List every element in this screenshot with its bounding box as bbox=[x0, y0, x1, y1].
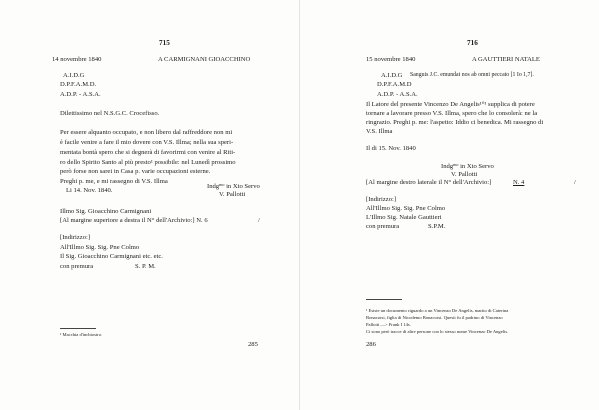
archive-note: [Al margine superiore a destra il N° dell'Archivio:] N. 6 bbox=[60, 217, 208, 224]
body-line: mentata bontà spero che si degnerà di favorirmi con venire al Riti- bbox=[60, 149, 236, 156]
date-line: Il di 15. Nov. 1840 bbox=[366, 145, 416, 152]
body-line: Preghi p. me, e mi rassegno di V.S. Illma bbox=[60, 178, 168, 185]
address-line: All'Illmo Sig. Sig. Pne Colmo bbox=[60, 244, 140, 251]
letter-recipient: A CARMIGNANI GIOACCHINO bbox=[158, 56, 251, 63]
salutation: Dilettissimo nel N.S.G.C. Crocefisso. bbox=[60, 110, 160, 117]
page-number: 716 bbox=[467, 39, 478, 47]
heading-line: D.P.F.A.M.D. bbox=[60, 81, 97, 88]
heading-line: A.D.P. - A.S.A. bbox=[60, 91, 101, 98]
letter-recipient: A GAUTTIERI NATALE bbox=[472, 56, 540, 63]
archive-note: [Al margine destro laterale il N° dell'Archivio:] bbox=[366, 179, 492, 186]
body-line: ringrazio. Preghi p. me: l'aspetto: Iddio ci benedica. Mi rassegno di bbox=[366, 119, 544, 126]
heading-line: A.I.D.G bbox=[381, 72, 403, 79]
body-line: Il Latore del presente Vincenzo De Angelis¹⁰¹ supplica di potere bbox=[366, 101, 535, 108]
address-line: con premura bbox=[366, 223, 400, 230]
page-number: 715 bbox=[159, 39, 170, 47]
left-page bbox=[0, 0, 299, 410]
heading-line: A.I.D.G bbox=[63, 72, 85, 79]
body-line: è facile venire a fare il mio dovere con V.S. Illma; nella sua speri- bbox=[60, 139, 234, 146]
body-line: Per essere alquanto occupato, e non libero dal raffreddore non mi bbox=[60, 129, 233, 136]
folio: 285 bbox=[248, 341, 258, 348]
heading-line: D.P.F.A.M.D bbox=[377, 81, 412, 88]
signature: V. Pallotti bbox=[451, 171, 478, 178]
body-line: V.S. Illma bbox=[366, 128, 393, 135]
closing: Indg$^{mo}$ in Xto Servo bbox=[207, 182, 260, 190]
archive-mark: / bbox=[258, 217, 260, 224]
signature: V. Pallotti bbox=[219, 191, 246, 198]
address-line: con premura bbox=[60, 263, 94, 270]
addressee-line: Illmo Sig. Gioacchino Carmignani bbox=[60, 208, 152, 215]
heading-note: Sanguis J.C. emundat nos ab omni peccato [1 Io 1,7]. bbox=[410, 72, 534, 78]
footnote: ¹ Macchia d'inchiostro. bbox=[60, 332, 103, 337]
closing: Indg$^{mo}$ in Xto Servo bbox=[441, 162, 494, 170]
footnote-line: ¹ Esiste un documento riguardo a un Vincenzo De Angelis, marito di Caterina bbox=[366, 308, 509, 313]
folio: 286 bbox=[366, 341, 376, 348]
address-spm: S.P.M. bbox=[428, 223, 446, 230]
archive-mark: / bbox=[574, 179, 576, 186]
body-line: ro dello Spirito Santo al più presto¹ possibile: nel Lunedì prossimo bbox=[60, 159, 236, 166]
footnote-line: Ci sono però tracce di altre persone con lo stesso nome Vincenzo De Angelis. bbox=[366, 329, 509, 334]
address-line: All'Illmo Sig. Sig. Pne Colmo bbox=[366, 205, 446, 212]
letter-date: 15 novembre 1840 bbox=[366, 56, 416, 63]
footnote-line: Bonacorsi, figlia di Nicodemo Bonacorsi. Questi fu il padrino di Vincenzo bbox=[366, 315, 503, 320]
heading-line: A.D.P. - A.S.A. bbox=[377, 91, 418, 98]
body-line: Li 14. Nov. 1840. bbox=[66, 187, 113, 194]
address-line: L'Illmo Sig. Natale Gauttieri bbox=[366, 214, 442, 221]
footnote-rule bbox=[366, 299, 402, 300]
footnote-line: Pallotti —> Frank I 14s. bbox=[366, 322, 411, 327]
address-line: [Indirizzo:] bbox=[366, 196, 397, 203]
right-page bbox=[300, 0, 599, 410]
address-spm: S. P. M. bbox=[135, 263, 156, 270]
footnote-rule bbox=[60, 328, 96, 329]
letter-date: 14 novembre 1840 bbox=[52, 56, 102, 63]
body-line: tornare a lavorare presso V.S. Illma, spero che lo consolerà: ne la bbox=[366, 110, 538, 117]
address-line: Il Sig. Gioacchino Carmignani etc. etc. bbox=[60, 253, 163, 260]
body-line: però forse non sarei in Casa p. varie occupazioni esterne. bbox=[60, 168, 211, 175]
address-line: [Indirizzo:] bbox=[60, 234, 91, 241]
archive-number: N. 4 bbox=[513, 179, 525, 186]
